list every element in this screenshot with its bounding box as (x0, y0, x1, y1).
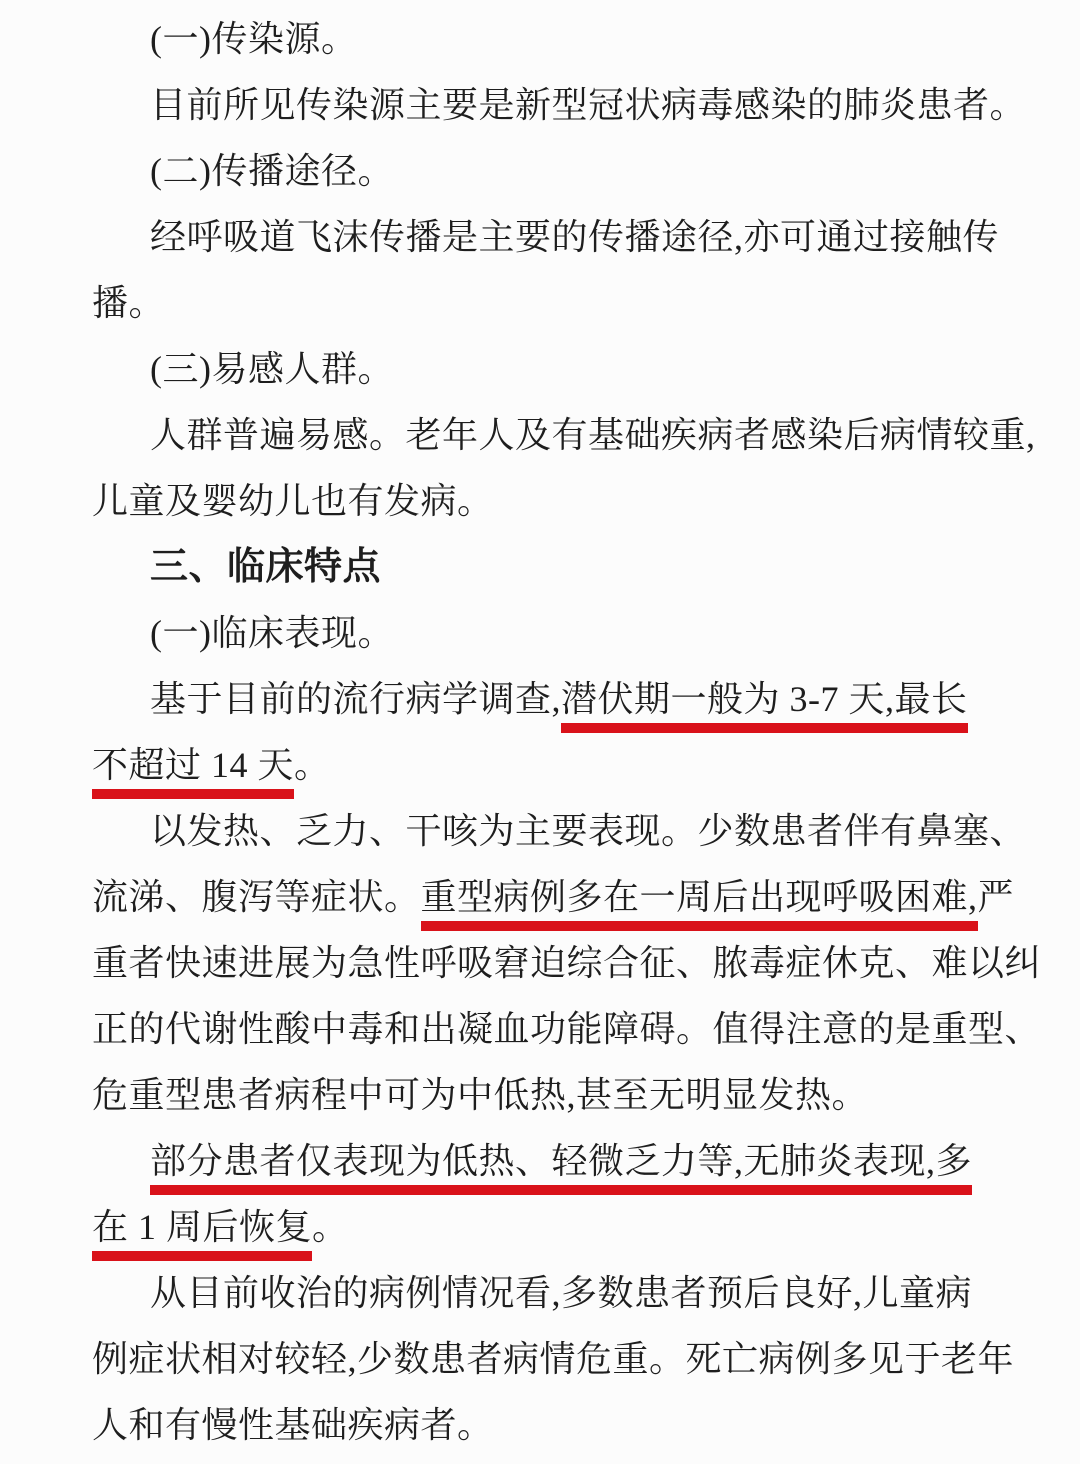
paragraph-line (92, 204, 1040, 270)
section-subheading-clinical-manifestation (92, 600, 1040, 666)
text-segment: 经呼吸道飞沫传播是主要的传播途径,亦可通过接触传 (150, 217, 1000, 257)
section-subheading-transmission-route (92, 138, 1040, 204)
section-heading-clinical-features (92, 534, 1040, 600)
text-segment: (三)易感人群。 (150, 349, 394, 389)
paragraph-line (92, 996, 1040, 1062)
paragraph-line (92, 468, 1040, 534)
text-segment: 。 (294, 745, 331, 785)
paragraph-line (92, 1062, 1040, 1128)
heading-text: 三、临床特点 (150, 546, 382, 588)
paragraph-line (92, 1326, 1040, 1392)
text-segment: 例症状相对较轻,少数患者病情危重。死亡病例多见于老年 (92, 1339, 1015, 1379)
paragraph-line (92, 402, 1040, 468)
red-underlined-text: 在 1 周后恢复 (92, 1207, 312, 1261)
text-segment: 以发热、乏力、干咳为主要表现。少数患者伴有鼻塞、 (150, 811, 1027, 851)
red-underlined-text: 不超过 14 天 (92, 745, 294, 799)
text-segment: 正的代谢性酸中毒和出凝血功能障碍。值得注意的是重型、 (92, 1009, 1042, 1049)
text-segment: 目前所见传染源主要是新型冠状病毒感染的肺炎患者。 (150, 85, 1027, 125)
paragraph-line (92, 72, 1040, 138)
text-segment: 危重型患者病程中可为中低热,甚至无明显发热。 (92, 1075, 869, 1115)
text-segment: 儿童及婴幼儿也有发病。 (92, 481, 494, 521)
paragraph-line (92, 1194, 1040, 1260)
text-segment: 基于目前的流行病学调查, (150, 679, 562, 719)
text-segment: 播。 (92, 283, 166, 323)
text-segment: (一)传染源。 (150, 19, 358, 59)
red-underlined-text: 重型病例多在一周后出现呼吸困难, (421, 877, 978, 931)
text-segment: 人群普遍易感。老年人及有基础疾病者感染后病情较重, (150, 415, 1036, 455)
red-underlined-text: 潜伏期一般为 3-7 天,最长 (561, 679, 968, 733)
paragraph-line (92, 666, 1040, 732)
section-subheading-susceptible-population (92, 336, 1040, 402)
text-segment: (一)临床表现。 (150, 613, 394, 653)
paragraph-line (92, 732, 1040, 798)
text-segment: 。 (312, 1207, 349, 1247)
text-segment: 人和有慢性基础疾病者。 (92, 1405, 494, 1445)
paragraph-line (92, 1260, 1040, 1326)
paragraph-line (92, 1392, 1040, 1458)
text-segment: 严 (977, 877, 1015, 917)
text-segment: 从目前收治的病例情况看,多数患者预后良好,儿童病 (150, 1273, 973, 1313)
paragraph-line (92, 1128, 1040, 1194)
text-segment: (二)传播途径。 (150, 151, 394, 191)
text-segment: 重者快速进展为急性呼吸窘迫综合征、脓毒症休克、难以纠 (92, 943, 1042, 983)
text-segment: 流涕、腹泻等症状。 (92, 877, 421, 917)
red-underlined-text: 部分患者仅表现为低热、轻微乏力等,无肺炎表现,多 (150, 1141, 972, 1195)
paragraph-line (92, 798, 1040, 864)
section-subheading-infection-source (92, 6, 1040, 72)
paragraph-line (92, 864, 1040, 930)
paragraph-line (92, 930, 1040, 996)
paragraph-line (92, 270, 1040, 336)
